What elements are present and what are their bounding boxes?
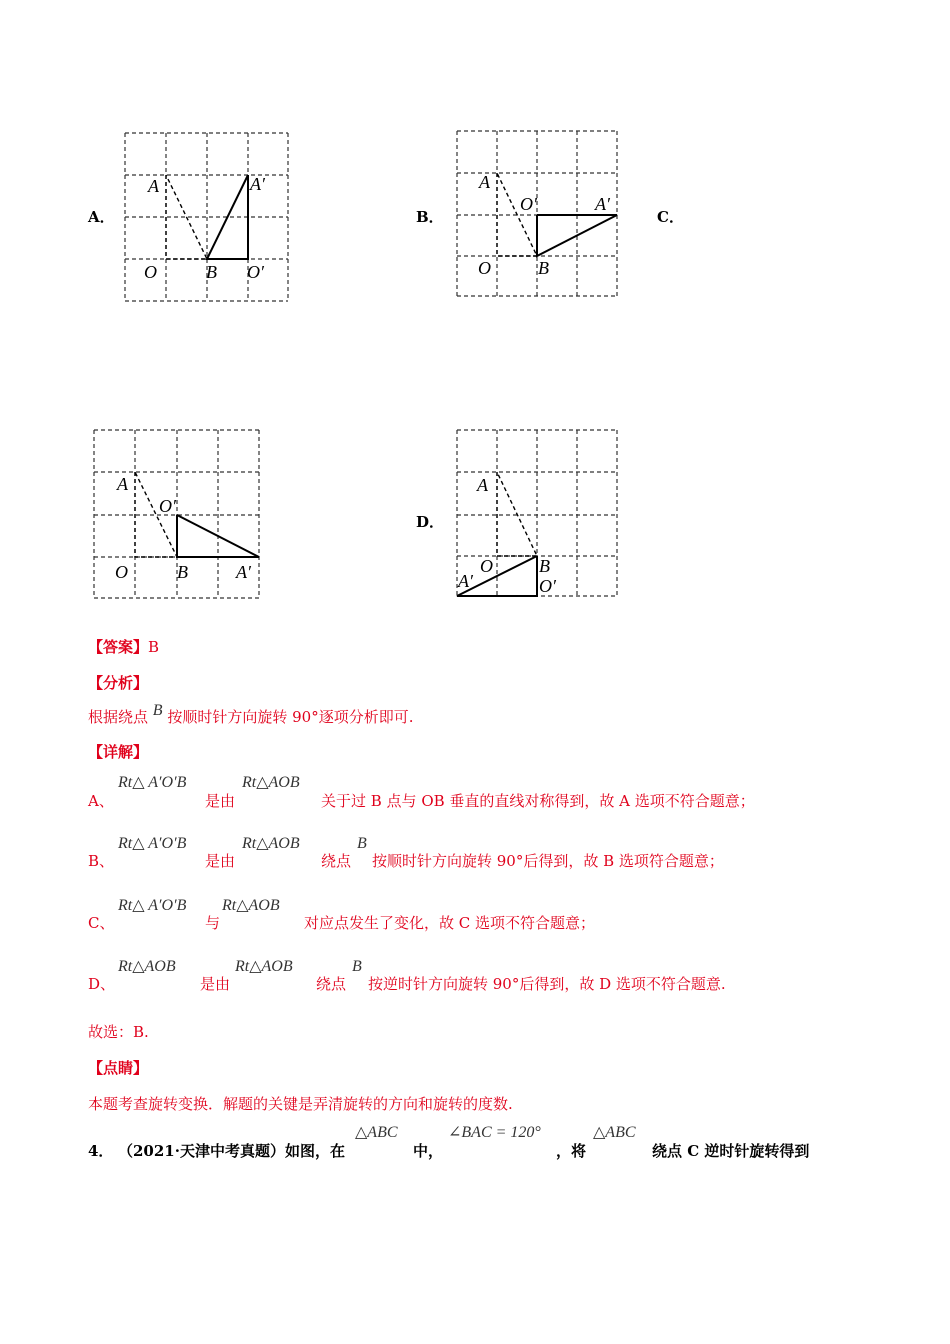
option-c-label: C． (657, 208, 684, 226)
detail-item-b-point: B (357, 835, 367, 852)
answer-line (88, 636, 159, 657)
detail-item-d-text: 按逆时针方向旋转 90°后得到，故 D 选项不符合题意. (368, 975, 726, 993)
detail-item-d-around: 绕点 (316, 975, 347, 993)
detail-item-c-mid: 与 (205, 914, 221, 932)
label-a-prime: A′ (458, 571, 473, 591)
detail-conclusion: 故选：B. (88, 1023, 149, 1041)
detail-item-a-tri2: Rt△AOB (242, 774, 300, 791)
label-a: A (477, 475, 488, 495)
label-a: A (479, 172, 490, 192)
detail-item-c-tri1: Rt△ A′O′B (118, 897, 187, 914)
question-4-angle: ∠BAC = 120° (448, 1124, 541, 1141)
label-o: O (115, 562, 128, 582)
label-o: O (478, 258, 491, 278)
comment-label: 【点睛】 (88, 1059, 149, 1077)
label-a-prime: A′ (595, 194, 610, 214)
detail-label: 【详解】 (88, 743, 149, 761)
label-b: B (538, 258, 549, 278)
question-4-source: （2021·天津中考真题）如图，在 (118, 1142, 345, 1160)
comment-text: 本题考查旋转变换．解题的关键是弄清旋转的方向和旋转的度数. (88, 1095, 513, 1113)
option-b-label: B． (416, 208, 444, 226)
detail-item-d-mid: 是由 (200, 975, 231, 993)
label-o: O (144, 262, 157, 282)
label-o-prime: O′ (539, 576, 556, 596)
detail-item-a-mid: 是由 (205, 792, 236, 810)
label-b: B (177, 562, 188, 582)
detail-item-a-text: 关于过 B 点与 OB 垂直的直线对称得到，故 A 选项不符合题意； (321, 792, 755, 810)
label-a: A (117, 474, 128, 494)
question-4-end: 绕点 C 逆时针旋转得到 (652, 1142, 810, 1160)
detail-item-a-prefix: A、 (88, 792, 114, 810)
label-o-prime: O′ (520, 194, 537, 214)
analysis-point-b: B (152, 702, 163, 719)
label-o: O (480, 556, 493, 576)
label-b: B (539, 556, 550, 576)
detail-item-b-text: 按顺时针方向旋转 90°后得到，故 B 选项符合题意； (372, 852, 724, 870)
detail-item-c-text: 对应点发生了变化，故 C 选项不符合题意； (304, 914, 596, 932)
label-a-prime: A′ (250, 174, 265, 194)
figure-a-original-triangle (166, 175, 207, 259)
detail-item-b-mid: 是由 (205, 852, 236, 870)
detail-item-b-tri2: Rt△AOB (242, 835, 300, 852)
detail-item-b-tri1: Rt△ A′O′B (118, 835, 187, 852)
question-4-mid: 中， (413, 1142, 444, 1160)
label-a: A (148, 176, 159, 196)
figure-d (452, 425, 627, 605)
detail-item-d-prefix: D、 (88, 975, 116, 993)
label-a-prime: A′ (236, 562, 251, 582)
answer-label: 【答案】 (88, 638, 149, 656)
label-b: B (206, 262, 217, 282)
analysis-label: 【分析】 (88, 674, 149, 692)
detail-item-c-tri2: Rt△AOB (222, 897, 280, 914)
question-4-number: 4． (88, 1142, 114, 1160)
analysis-text: 根据绕点 B 按顺时针方向旋转 90°逐项分析即可. (88, 702, 414, 726)
detail-item-d-tri2: Rt△AOB (235, 958, 293, 975)
option-a-label: A． (88, 208, 115, 226)
detail-item-b-around: 绕点 (321, 852, 352, 870)
detail-item-a-tri1: Rt△ A′O′B (118, 774, 187, 791)
figure-d-original-triangle (497, 472, 537, 556)
question-4-triangle: △ABC (355, 1124, 398, 1141)
detail-item-c-prefix: C、 (88, 914, 115, 932)
detail-item-b-prefix: B、 (88, 852, 115, 870)
figure-a-rotated-triangle (207, 175, 248, 259)
figure-b (452, 126, 627, 304)
label-o-prime: O′ (247, 262, 264, 282)
detail-item-d-point: B (352, 958, 362, 975)
detail-item-d-tri1: Rt△AOB (118, 958, 176, 975)
option-d-label: D． (416, 513, 445, 531)
question-4-triangle-2: △ABC (593, 1124, 636, 1141)
figure-c (89, 425, 267, 605)
label-o-prime: O′ (159, 496, 176, 516)
figure-a (120, 128, 295, 308)
question-4-comma: ，将 (556, 1142, 587, 1160)
answer-value: B (148, 638, 160, 656)
figure-b-rotated-triangle (537, 215, 617, 256)
